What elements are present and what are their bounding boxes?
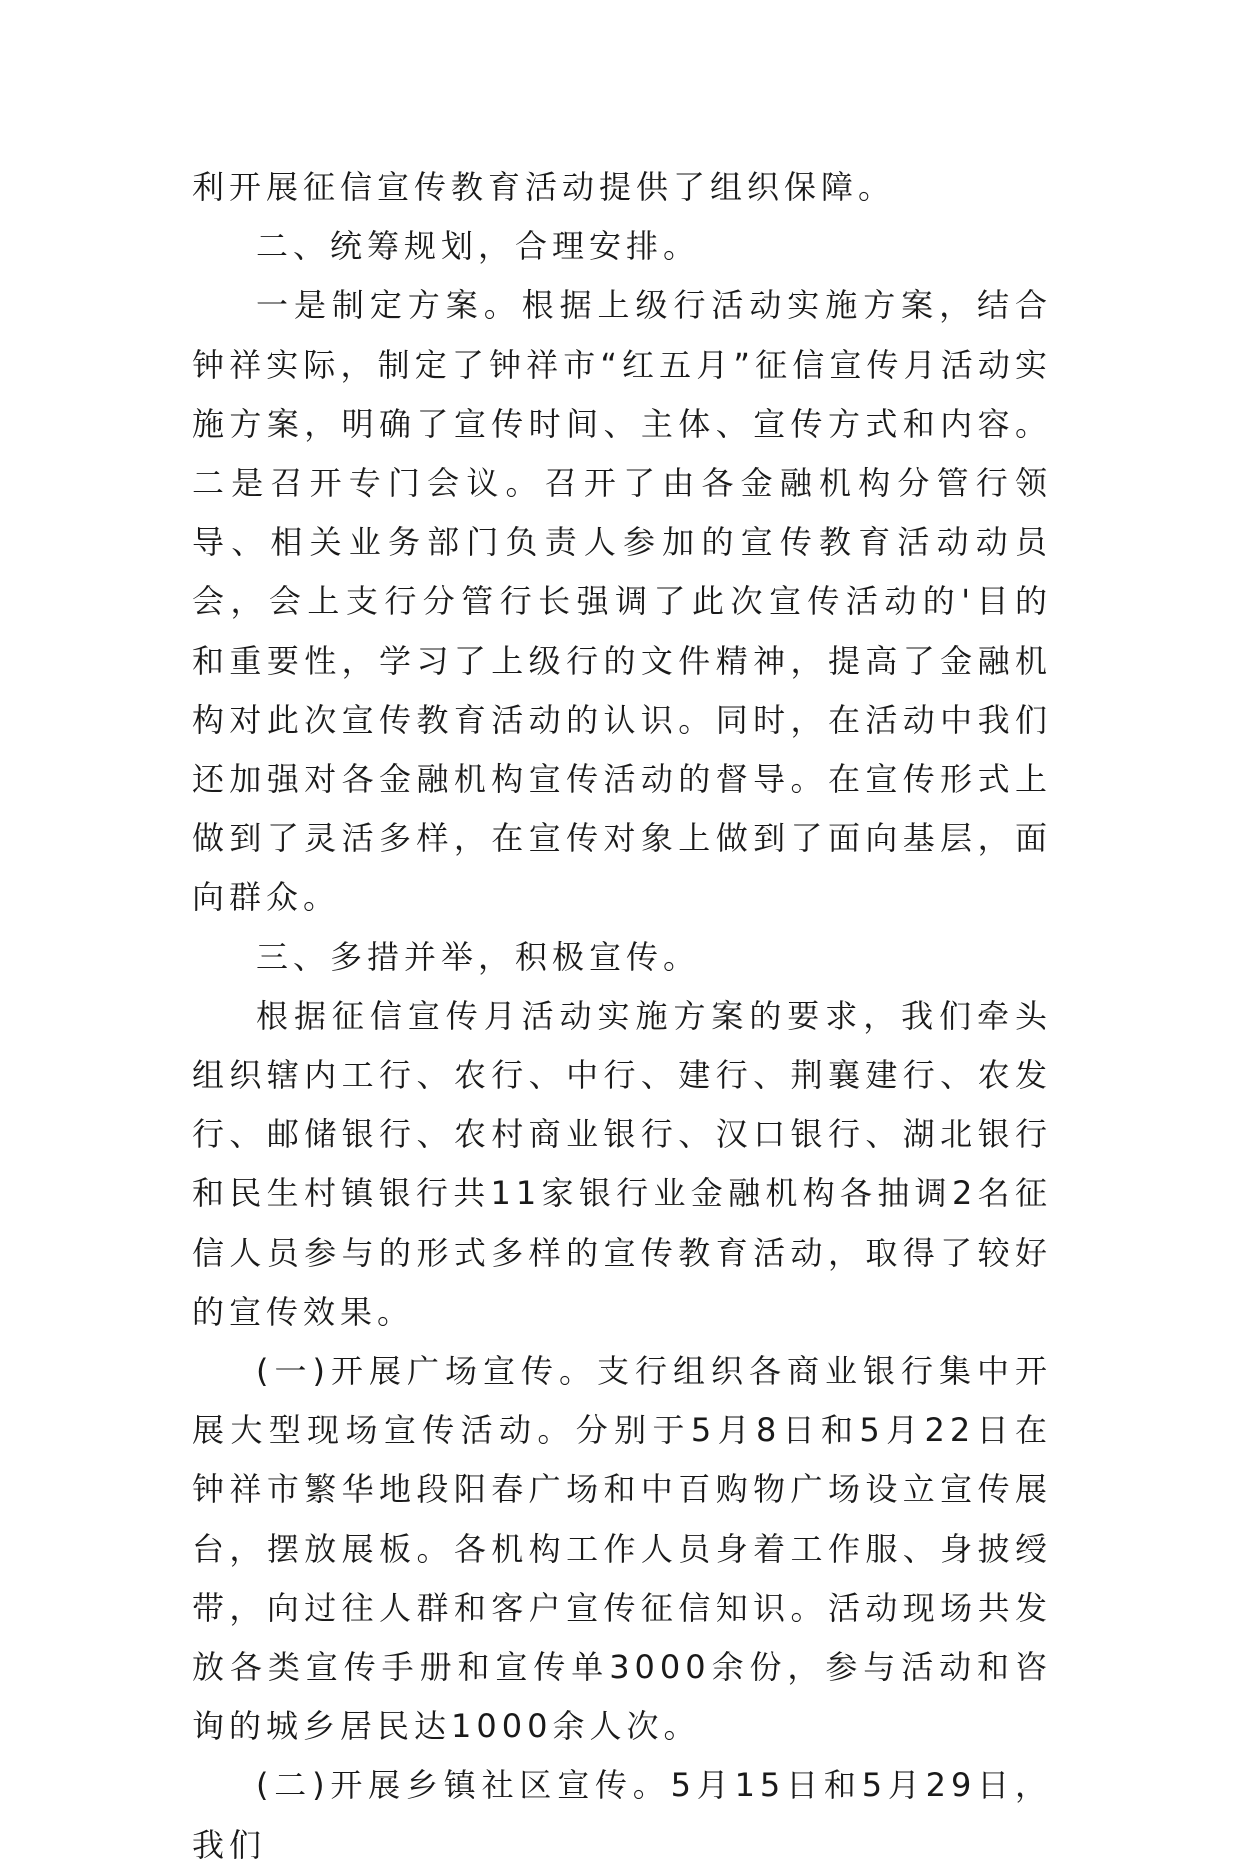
paragraph-township-publicity: (二)开展乡镇社区宣传。5月15日和5月29日，我们 — [192, 1766, 1052, 1864]
body-text — [192, 158, 1052, 1875]
section-heading-3: 三、多措并举，积极宣传。 — [256, 937, 701, 976]
paragraph-organize-banks: 根据征信宣传月活动实施方案的要求，我们牵头组织辖内工行、农行、中行、建行、荆襄建行、农发行、邮储银行、农村商业银行、汉口银行、湖北银行和民生村镇银行共11家银行业金融机构各抽调2名征信人员参与的形式多样的宣传教育活动，取得了较好的宣传效果。 — [192, 996, 1052, 1331]
paragraph-square-publicity: (一)开展广场宣传。支行组织各商业银行集中开展大型现场宣传活动。分别于5月8日和5月22日在钟祥市繁华地段阳春广场和中百购物广场设立宣传展台，摆放展板。各机构工作人员身着工作服、身披绶带，向过往人群和客户宣传征信知识。活动现场共发放各类宣传手册和宣传单3000余份，参与活动和咨询的城乡居民达1000余人次。 — [192, 1352, 1052, 1746]
section-heading-2: 二、统筹规划，合理安排。 — [256, 227, 701, 266]
paragraph-plan-meeting: 一是制定方案。根据上级行活动实施方案，结合钟祥实际，制定了钟祥市“红五月”征信宣传月活动实施方案，明确了宣传时间、主体、宣传方式和内容。二是召开专门会议。召开了由各金融机构分管行领导、相关业务部门负责人参加的宣传教育活动动员会，会上支行分管行长强调了此次宣传活动的'目的和重要性，学习了上级行的文件精神，提高了金融机构对此次宣传教育活动的认识。同时，在活动中我们还加强对各金融机构宣传活动的督导。在宣传形式上做到了灵活多样，在宣传对象上做到了面向基层，面向群众。 — [192, 286, 1052, 917]
paragraph-continuation: 利开展征信宣传教育活动提供了组织保障。 — [192, 168, 896, 206]
